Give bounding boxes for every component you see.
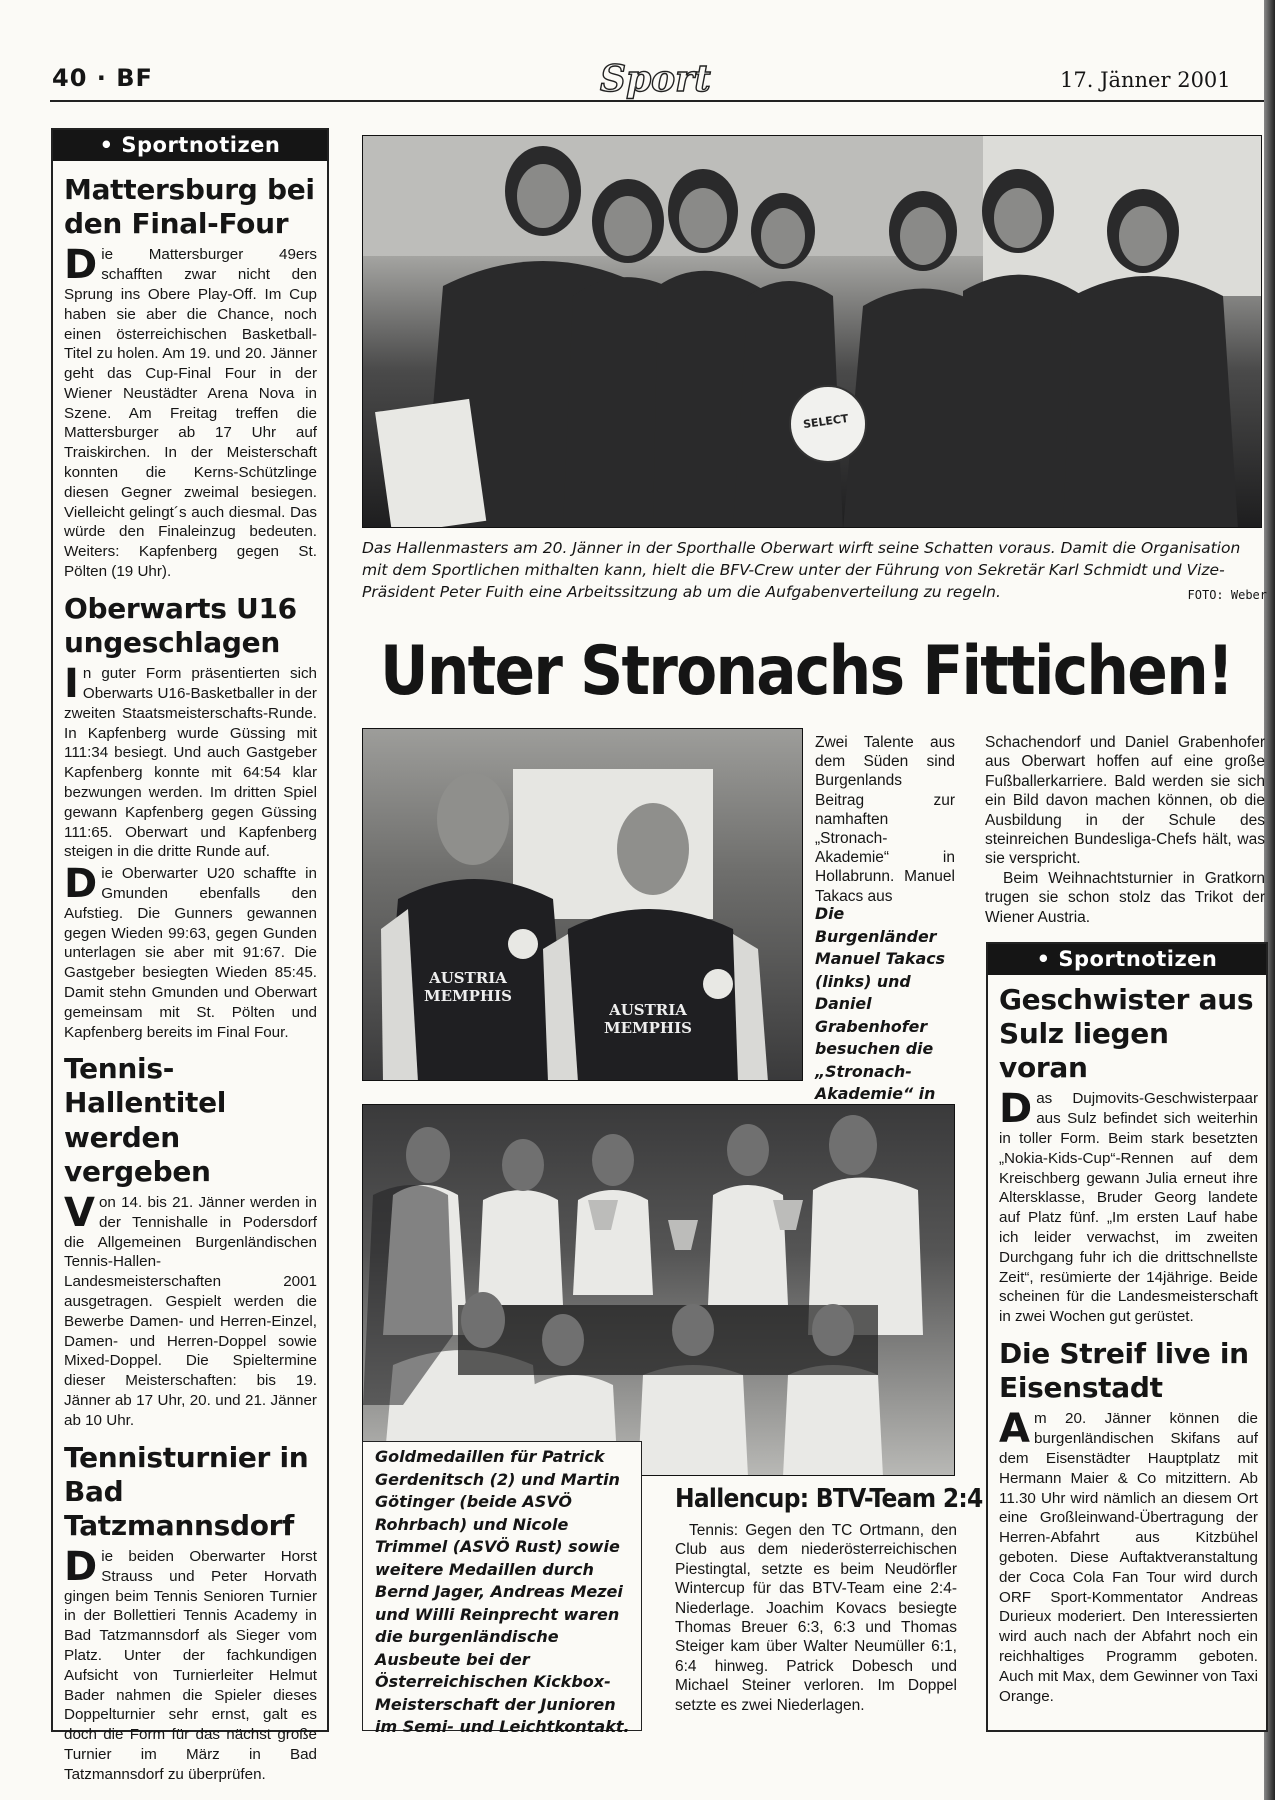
issue-date: 17. Jänner 2001	[1060, 68, 1231, 92]
hallencup-article	[675, 1484, 983, 1715]
article-title: Hallencup: BTV-Team 2:4	[675, 1484, 983, 1514]
caption-text: Das Hallenmasters am 20. Jänner in der Sporthalle Oberwart wirft seine Schatten voraus. Damit die Organisation mit dem Sportlichen mithalten kann, hielt die BFV-Crew unter der Führung von Sekretär Karl Schmidt und Vize-Präsident Peter Fuith eine Arbeitssitzung ab um die Aufgabenverteilung zu regeln.	[362, 539, 1241, 601]
article-title: Die Streif live in Eisenstadt	[999, 1337, 1249, 1405]
article-title: Tennisturnier in Bad Tatzmannsdorf	[64, 1440, 309, 1542]
headline: Unter Stronachs Fittichen!	[380, 632, 1233, 711]
jersey-lettering-right: AUSTRIA MEMPHIS	[604, 1001, 692, 1037]
ball-label: SELECT	[802, 411, 850, 432]
drop-cap: V	[64, 1189, 95, 1236]
article-oberwart-u16	[64, 592, 317, 1042]
team-silhouettes	[363, 1105, 955, 1476]
article-body: m 20. Jänner können die burgenländischen Skifans auf dem Eisenstädter Hauptplatz mit Hermann Maier & Co mitzittern. Ab 11.30 Uhr wird nämlich an diesem Ort eine Großleinwand-Übertragung der Herren-Abfahrt aus Kitzbühel geboten. Diese Auftaktveranstaltung der Coca Cola Fan Tour wird durch ORF Sport-Kommentator Andreas Durieux moderiert. Den Interessierten wird auch nach der Abfahrt noch ein reichhaltiges Programm geboten. Auch mit Max, dem Gewinner von Taxi Orange.	[999, 1410, 1258, 1705]
article-geschwister	[999, 983, 1258, 1327]
article-body: n guter Form präsentierten sich Oberwarts U16-Basketballer in der zweiten Staatsmeisterschafts-Runde. In Kapfenberg wurde Güssing mit 111:34 besiegt. Und auch Gastgeber Kapfenberg konnte mit 64:54 klar bezwungen werden. Im dritten Spiel gewann Kapfenberg gegen Güssing 111:65. Oberwart und Kapfenberg steigen in die dritte Runde auf.	[64, 665, 317, 861]
jersey-lettering-left: AUSTRIA MEMPHIS	[424, 969, 512, 1005]
stronach-academy-photo	[362, 728, 803, 1081]
drop-cap: D	[64, 242, 98, 289]
article-body: Zwei Talente aus dem Süden sind Burgenlands Beitrag zur namhaften „Stronach-Akademie“ in Hollabrunn. Manuel Takacs aus	[815, 734, 955, 905]
stronach-photo-caption	[815, 903, 955, 1128]
group-silhouettes	[363, 136, 1262, 528]
kickbox-team-photo	[362, 1104, 955, 1476]
article-text	[64, 661, 317, 862]
photo-credit: FOTO: Weber	[1187, 588, 1267, 602]
article-title: Oberwarts U16 ungeschlagen	[64, 591, 297, 660]
kickbox-caption-box	[362, 1441, 642, 1736]
article-body: Tennis: Gegen den TC Ortmann, den Club aus dem niederösterreichischen Piestingtal, setzte es beim Neudörfler Wintercup für das BTV-Team eine 2:4-Niederlage. Joachim Kovacs besiegte Thomas Breuer 6:3, 6:3 und Thomas Steiger kam über Walter Neumüller 6:1, 6:4 hinweg. Patrick Dobesch und Michael Steiner verloren. Im Doppel setzte es zwei Niederlagen.	[675, 1522, 957, 1714]
article-body: Schachendorf und Daniel Grabenhofer aus Oberwart hoffen auf eine große Fußballerkarriere. Bald werden sie sich ein Bild davon machen können, ob die Ausbildung in der Schule des steinreichen Bundesliga-Chefs hält, was sie verspricht.	[985, 734, 1265, 868]
article-title: Tennis-Hallentitel werden vergeben	[64, 1052, 227, 1188]
drop-cap: D	[999, 1086, 1033, 1133]
article-tennis-hallentitel	[64, 1052, 317, 1430]
article-text	[64, 1189, 317, 1431]
drop-cap: D	[64, 861, 98, 908]
article-body: Beim Weihnachtsturnier in Gratkorn trugen sie schon stolz das Trikot der Wiener Austria.	[985, 869, 1265, 926]
article-text	[999, 1086, 1258, 1327]
drop-cap: A	[999, 1406, 1030, 1453]
drop-cap: D	[64, 1543, 98, 1590]
sportnotizen-label: • Sportnotizen	[988, 944, 1266, 975]
sportnotizen-box-left	[51, 128, 329, 1783]
caption-text: Die Burgenländer Manuel Takacs (links) und Daniel Grabenhofer besuchen die „Stronach-Akademie“ in	[815, 904, 945, 1103]
stronach-article-col1	[815, 733, 955, 906]
article-streif	[999, 1337, 1258, 1706]
article-body: ie Oberwarter U20 schaffte in Gmunden ebenfalls den Aufstieg. Die Gunners gewannen gegen Wieden 99:63, gegen Gunden unterlagen sie aber mit 91:67. Die Gastgeber besiegten Wieden 85:45. Damit stehn Gmunden und Oberwart gemeinsam mit St. Pölten und Kapfenberg bereits im Final Four.	[64, 865, 317, 1041]
sportnotizen-box-right	[986, 942, 1268, 1732]
top-photo-caption	[362, 537, 1267, 606]
article-text	[64, 861, 317, 1042]
article-body: on 14. bis 21. Jänner werden in der Tennishalle in Podersdorf die Allgemeinen Burgenländischen Tennis-Hallen-Landesmeisterschaften 2001 ausgetragen. Gespielt werden die Bewerbe Damen- und Herren-Einzel, Damen- und Herren-Doppel sowie Mixed-Doppel. Die Spieltermine dieser Meisterschaften: bis 19. Jänner ab 17 Uhr, 20. und 21. Jänner ab 10 Uhr.	[64, 1193, 317, 1429]
stronach-article-col2	[985, 733, 1265, 927]
header-rule	[50, 100, 1268, 102]
article-title: Mattersburg bei den Final-Four	[64, 173, 315, 241]
article-text	[64, 1543, 317, 1785]
article-title: Geschwister aus Sulz liegen voran	[999, 983, 1254, 1085]
article-body: as Dujmovits-Geschwisterpaar aus Sulz befindet sich weiterhin in toller Form. Beim stark besetzten „Nokia-Kids-Cup“-Rennen auf dem Kreischberg gewann Julia erneut ihre Altersklasse, Bruder Georg landete auf Platz fünf. „Im ersten Lauf habe ich leider verwachst, im zweiten Durchgang fuhr ich die drittschnellste Zeit“, resümierte der 14jährige. Beide scheinen für die Landesmeisterschaft in zwei Wochen gut gerüstet.	[999, 1090, 1258, 1326]
kickbox-caption: Goldmedaillen für Patrick Gerdenitsch (2) und Martin Götinger (beide ASVÖ Rohrbach) und Nicole Trimmel (ASVÖ Rust) sowie weitere Medaillen durch Bernd Jager, Andreas Mezei und Willi Reinprecht waren die burgenländische Ausbeute bei der Österreichischen Kickbox-Meisterschaft der Junioren im Semi- und Leichtkontakt.	[375, 1447, 630, 1736]
sportnotizen-label: • Sportnotizen	[53, 130, 327, 161]
article-text	[64, 242, 317, 582]
bfv-crew-photo	[362, 135, 1262, 528]
article-mattersburg	[64, 173, 317, 582]
article-tennisturnier	[64, 1441, 317, 1785]
player-silhouettes	[363, 729, 803, 1081]
section-title: Sport	[600, 58, 711, 100]
drop-cap: I	[64, 661, 79, 708]
article-text	[999, 1406, 1258, 1706]
article-body: ie beiden Oberwarter Horst Strauss und Peter Horvath gingen beim Tennis Senioren Turnier in der Bollettieri Tennis Academy in Bad Tatzmannsdorf als Sieger vom Platz. Unter der fachkundigen Aufsicht von Turnierleiter Helmut Bader nahmen die Spieler dieses Doppelturnier sehr ernst, galt es doch die Form für das nächst große Turnier im März in Bad Tatzmannsdorf zu überprüfen.	[64, 1547, 317, 1783]
page-number: 40 · BF	[52, 64, 153, 92]
article-body: ie Mattersburger 49ers schafften zwar nicht den Sprung ins Obere Play-Off. Im Cup haben sie aber die Chance, noch einen österreichischen Basketball-Titel zu holen. Am 19. und 20. Jänner geht das Cup-Final Four in der Wiener Neustädter Arena Nova in Szene. Am Freitag treffen die Mattersburger ab 17 Uhr auf Traiskirchen. In der Meisterschaft konnten die Kerns-Schützlinge diesen Gegner zweimal besiegen. Vielleicht gelingt´s auch diesmal. Das würde den Finaleinzug bedeuten. Weiters: Kapfenberg gegen St. Pölten (19 Uhr).	[64, 246, 317, 581]
